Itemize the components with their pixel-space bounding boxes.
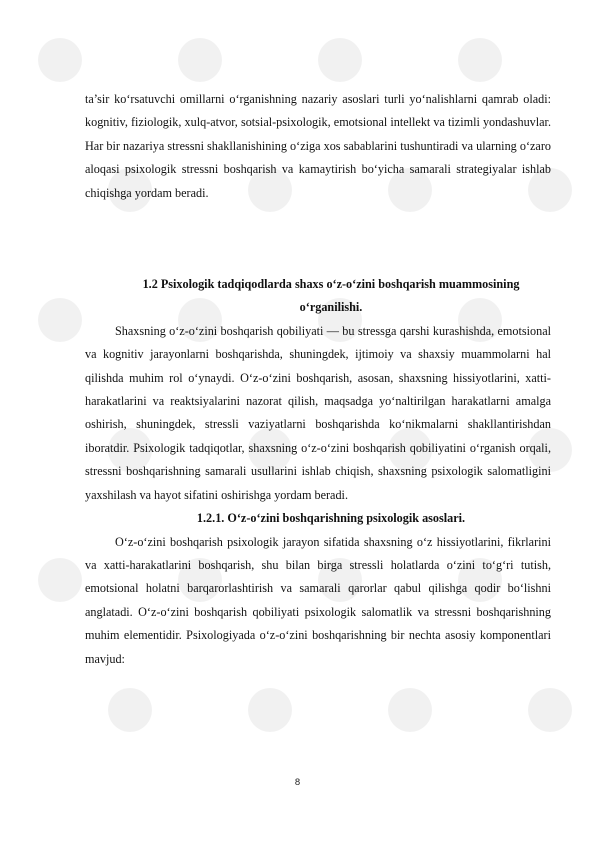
section-paragraph: Shaxsning o‘z-o‘zini boshqarish qobiliyati — bu stressga qarshi kurashishda, emotsional va kognitiv jarayonlarni boshqarishda, shuningdek, ijtimoiy va shaxsiy muammolarni hal qilishda muhim rol o‘ynaydi. O‘z-o‘zini boshqarish, asosan, shaxsning hissiyotlarini, xatti-harakatlarini va reaktsiyalarini nazorat qilish, maqsadga yo‘naltirilgan harakatlarni amalga oshirish, shuningdek, stressli vaziyatlarni boshqarishda ko‘nikmalarni shakllantirishdan iboratdir. Psixologik tadqiqotlar, shaxsning o‘z-o‘zini boshqarish qobiliyatini o‘rganish orqali, stressni boshqarishning samarali usullarini ishlab chiqish, shaxsning psixologik salomatligini yaxshilash va hayot sifatini oshirishga yordam beradi. bbox=[85, 323, 551, 502]
intro-paragraph: ta’sir ko‘rsatuvchi omillarni o‘rganishning nazariy asoslari turli yo‘nalishlarni qamrab oladi: kognitiv, fiziologik, xulq-atvor, sotsial-psixologik, emotsional intellekt va tizimli yondashuvlar. Har bir nazariya stressni shakllanishining o‘ziga xos sabablarini tushuntiradi va ularning o‘zaro aloqasi psixologik stressni boshqarish va kamaytirish bo‘yicha samarali strategiyalar ishlab chiqishga yordam beradi. bbox=[85, 92, 551, 200]
subsection-paragraph: O‘z-o‘zini boshqarish psixologik jarayon sifatida shaxsning o‘z hissiyotlarini, fikrlarini va xatti-harakatlarini boshqarish, shu bilan birga stressli holatlarda o‘zini to‘g‘ri tutish, emotsional holatni barqarorlashtirish va samarali qarorlar qabul qilishga qodir bo‘lishni anglatadi. O‘z-o‘zini boshqarish qobiliyati psixologik salomatlik va stressni boshqarishning muhim elementidir. Psixologiyada o‘z-o‘zini boshqarishning bir nechta asosiy komponentlari mavjud: bbox=[85, 534, 551, 666]
page-number: 8 bbox=[294, 777, 301, 788]
subsection-heading: 1.2.1. O‘z-o‘zini boshqarishning psixologik asoslari. bbox=[196, 511, 466, 526]
section-heading: 1.2 Psixologik tadqiqodlarda shaxs o‘z-o‘zini boshqarish muammosining o‘rganilishi. bbox=[142, 277, 520, 315]
document-body bbox=[85, 88, 551, 671]
